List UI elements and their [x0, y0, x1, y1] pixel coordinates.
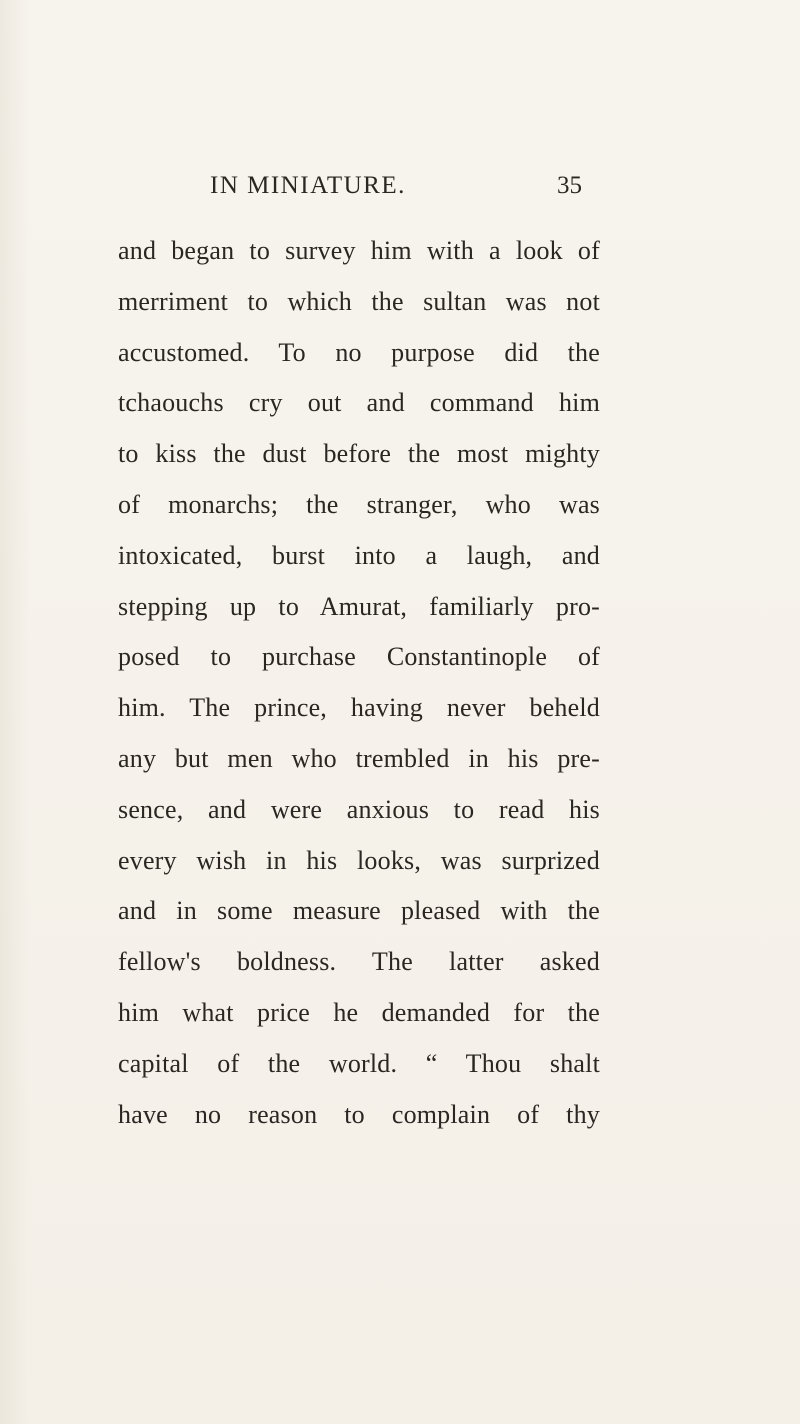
body-text — [118, 226, 600, 1140]
text-line: and began to survey him with a look of — [118, 236, 600, 265]
text-line: every wish in his looks, was surprized — [118, 845, 600, 875]
page-number: 35 — [557, 172, 582, 199]
text-line: intoxicated, burst into a laugh, and — [118, 540, 600, 570]
text-line: him. The prince, having never beheld — [118, 693, 600, 723]
text-line: any but men who trembled in his pre- — [118, 743, 600, 773]
running-head — [0, 166, 800, 206]
text-line: have no reason to complain of thy — [118, 1099, 600, 1129]
text-line: of monarchs; the stranger, who was — [118, 489, 600, 519]
text-line: him what price he demanded for the — [118, 997, 600, 1027]
text-line: to kiss the dust before the most mighty — [118, 439, 600, 469]
text-line: merriment to which the sultan was not — [118, 286, 600, 316]
text-line: fellow's boldness. The latter asked — [118, 947, 600, 977]
text-line: stepping up to Amurat, familiarly pro- — [118, 591, 600, 621]
text-line: sence, and were anxious to read his — [118, 794, 600, 824]
text-line: accustomed. To no purpose did the — [118, 337, 600, 367]
text-line: tchaouchs cry out and command him — [118, 388, 600, 418]
text-line: posed to purchase Constantinople of — [118, 642, 600, 672]
text-line: and in some measure pleased with the — [118, 896, 600, 926]
running-title: IN MINIATURE. — [210, 172, 406, 199]
text-line: capital of the world. “ Thou shalt — [118, 1048, 600, 1078]
